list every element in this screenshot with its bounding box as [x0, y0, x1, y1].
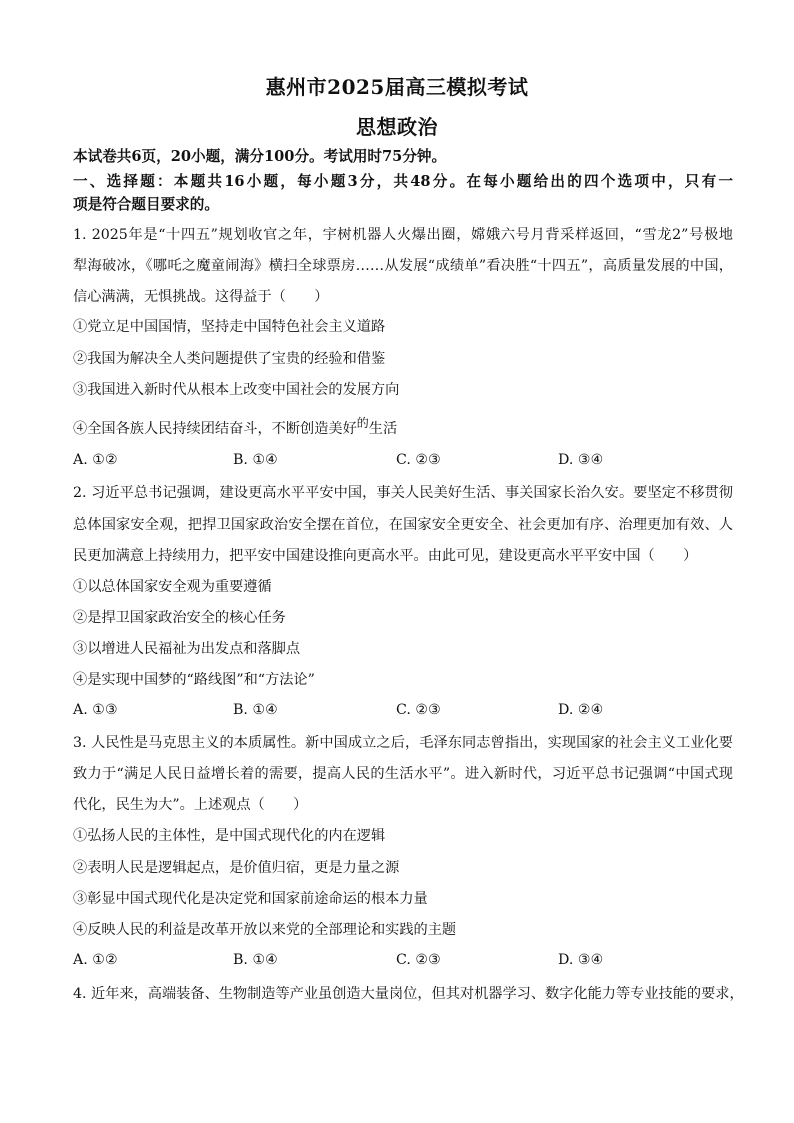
q2-option-b[interactable]: B. ①④: [233, 702, 278, 718]
q2-stem-line-3: 民更加满意上持续用力，把平安中国建设推向更高水平。由此可见，建设更高水平平安中国（ ）: [73, 548, 698, 564]
section-instructions-line-1: 一、选择题：本题共16小题，每小题3分，共48分。在每小题给出的四个选项中，只有一: [73, 173, 733, 190]
q1-stem-line-3: 信心满满，无惧挑战。这得益于（ ）: [73, 289, 329, 305]
q2-item-3: ③以增进人民福祉为出发点和落脚点: [73, 641, 301, 657]
q2-options: [73, 702, 733, 722]
q1-options: [73, 452, 733, 472]
q3-option-a[interactable]: A. ①②: [73, 952, 118, 968]
q3-options: [73, 952, 733, 972]
q1-item-3: ③我国进入新时代从根本上改变中国社会的发展方向: [73, 382, 400, 398]
q2-option-a[interactable]: A. ①③: [73, 702, 118, 718]
q1-item-1: ①党立足中国国情，坚持走中国特色社会主义道路: [73, 319, 386, 335]
exam-summary: 本试卷共6页，20小题，满分100分。考试用时75分钟。: [73, 148, 447, 165]
q1-item-4-raised-char: 的: [356, 416, 369, 430]
q4-stem-line-1: 4. 近年来，高端装备、生物制造等产业虽创造大量岗位，但其对机器学习、数字化能力等专业技能的要求，: [73, 986, 744, 1002]
q3-item-3: ③彰显中国式现代化是决定党和国家前途命运的根本力量: [73, 891, 428, 907]
q3-item-4: ④反映人民的利益是改革开放以来党的全部理论和实践的主题: [73, 922, 457, 938]
q2-item-1: ①以总体国家安全观为重要遵循: [73, 579, 272, 595]
q1-stem-line-1: 1. 2025年是“十四五”规划收官之年，宇树机器人火爆出圈，嫦娥六号月背采样返回，“雪龙2”号极地: [73, 227, 733, 243]
q2-item-4: ④是实现中国梦的“路线图”和“方法论”: [73, 672, 315, 688]
subject-title: 思想政治: [356, 115, 438, 139]
q2-stem-line-1: 2. 习近平总书记强调，建设更高水平平安中国，事关人民美好生活、事关国家长治久安。要坚定不移贯彻: [73, 485, 733, 501]
q1-option-a[interactable]: A. ①②: [73, 452, 118, 468]
q1-stem-line-2: 犁海破冰，《哪吒之魔童闹海》横扫全球票房……从发展“成绩单”看决胜“十四五”，高质量发展的中国，: [73, 258, 733, 274]
q2-option-c[interactable]: C. ②③: [396, 702, 441, 718]
q3-item-1: ①弘扬人民的主体性，是中国式现代化的内在逻辑: [73, 828, 386, 844]
q3-stem-line-2: 致力于“满足人民日益增长着的需要，提高人民的生活水平”。进入新时代，习近平总书记强调“中国式现: [73, 766, 733, 782]
q1-item-4: [73, 416, 733, 439]
q1-option-b[interactable]: B. ①④: [233, 452, 278, 468]
q2-item-2: ②是捍卫国家政治安全的核心任务: [73, 610, 286, 626]
q3-option-c[interactable]: C. ②③: [396, 952, 441, 968]
q1-option-c[interactable]: C. ②③: [396, 452, 441, 468]
q3-item-2: ②表明人民是逻辑起点，是价值归宿，更是力量之源: [73, 860, 400, 876]
q3-option-b[interactable]: B. ①④: [233, 952, 278, 968]
q1-item-4-text: ④全国各族人民持续团结奋斗，不断创造美好: [73, 421, 357, 437]
q2-stem-line-2: 总体国家安全观，把捍卫国家政治安全摆在首位，在国家安全更安全、社会更加有序、治理更加有效、人: [73, 517, 733, 533]
q3-stem-line-3: 代化，民生为大”。上述观点（ ）: [73, 797, 308, 813]
q2-option-d[interactable]: D. ②④: [558, 702, 604, 718]
q1-item-4-tail: 生活: [368, 421, 398, 437]
q3-stem-line-1: 3. 人民性是马克思主义的本质属性。新中国成立之后，毛泽东同志曾指出，实现国家的社会主义工业化要: [73, 735, 733, 751]
q1-option-d[interactable]: D. ③④: [558, 452, 604, 468]
section-instructions-line-2: 项是符合题目要求的。: [73, 196, 219, 213]
q3-option-d[interactable]: D. ③④: [558, 952, 604, 968]
exam-title: 惠州市2025届高三模拟考试: [265, 75, 529, 99]
q1-item-2: ②我国为解决全人类问题提供了宝贵的经验和借鉴: [73, 351, 386, 367]
